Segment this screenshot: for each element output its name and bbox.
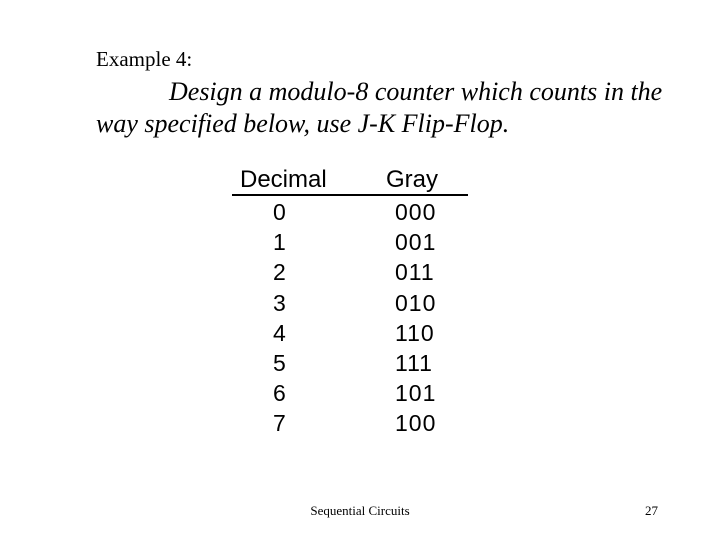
gray-cell: 111 <box>395 349 433 376</box>
page-number: 27 <box>645 503 658 518</box>
decimal-cell: 1 <box>273 229 287 256</box>
gray-cell: 110 <box>395 319 435 346</box>
gray-cell: 101 <box>395 380 437 407</box>
table-row <box>232 256 468 286</box>
slide-footer: Sequential Circuits <box>310 503 410 518</box>
decimal-cell: 4 <box>273 319 287 346</box>
sequence-table <box>232 166 468 438</box>
decimal-cell: 0 <box>273 199 287 225</box>
example-label: Example 4: <box>96 47 193 71</box>
gray-cell: 000 <box>395 199 437 225</box>
table-row <box>232 287 468 317</box>
table-header <box>232 166 468 196</box>
table-row <box>232 317 468 347</box>
task-description <box>96 76 716 140</box>
gray-cell: 100 <box>395 410 437 437</box>
decimal-cell: 3 <box>273 289 287 316</box>
gray-cell: 010 <box>395 289 437 316</box>
header-gray: Gray <box>386 166 439 193</box>
task-line-1: Design a modulo-8 counter which counts in the <box>169 77 663 106</box>
gray-cell: 001 <box>395 229 437 256</box>
header-decimal: Decimal <box>240 166 327 193</box>
table-row <box>232 196 468 226</box>
decimal-cell: 7 <box>273 410 287 437</box>
decimal-cell: 6 <box>273 380 287 407</box>
task-line-2: way specified below, use J-K Flip-Flop. <box>96 109 510 138</box>
table-row <box>232 226 468 256</box>
table-row <box>232 347 468 377</box>
table-row <box>232 407 468 437</box>
decimal-cell: 2 <box>273 259 287 286</box>
decimal-cell: 5 <box>273 349 287 376</box>
gray-cell: 011 <box>395 259 435 286</box>
table-row <box>232 377 468 407</box>
